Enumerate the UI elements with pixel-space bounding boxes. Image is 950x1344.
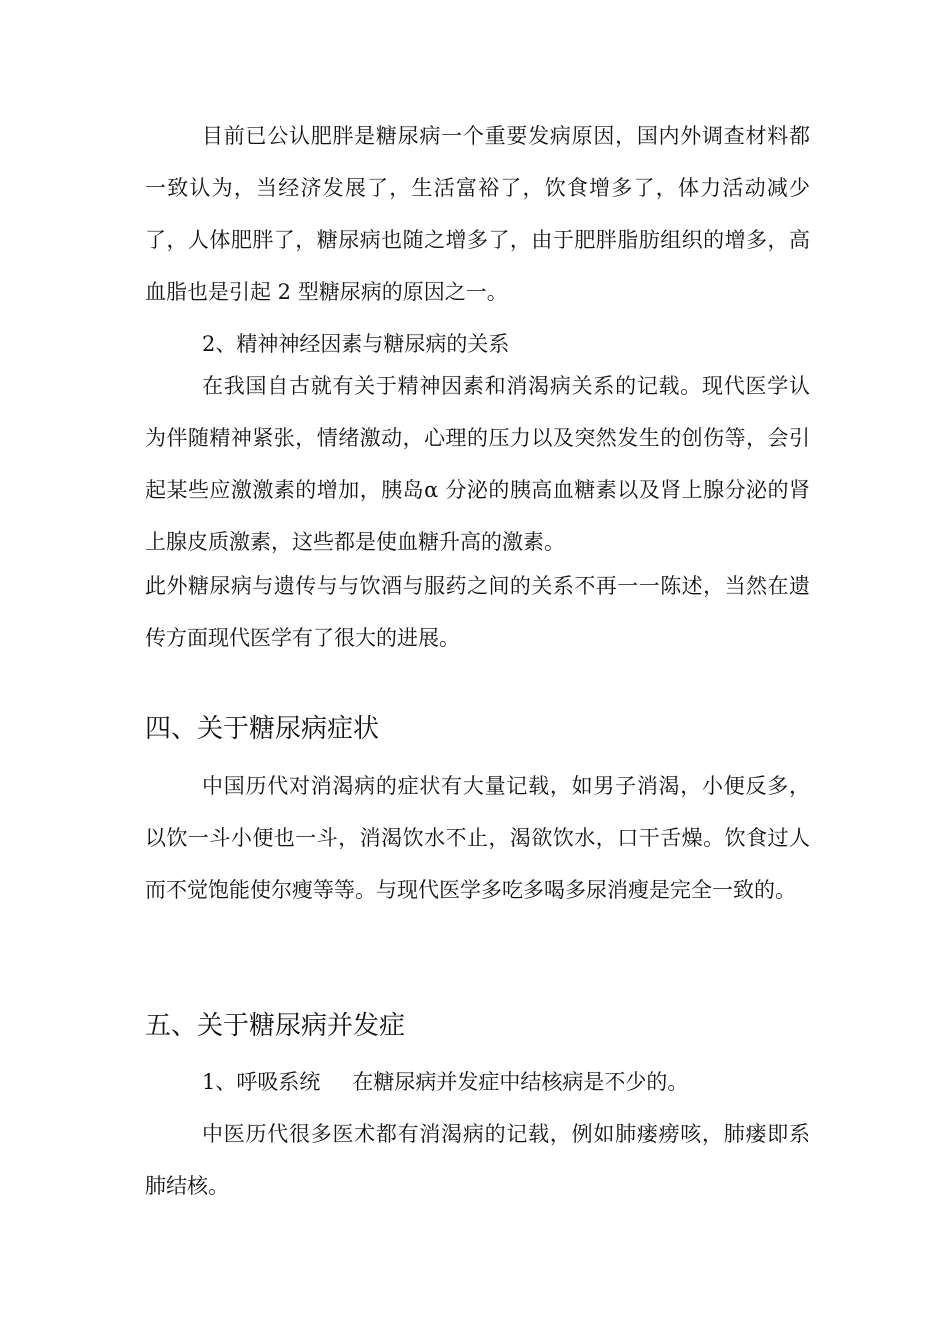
paragraph-symptoms: 中国历代对消渴病的症状有大量记载，如男子消渴，小便反多，以饮一斗小便也一斗，消渴饮水不止，渴欲饮水，口干舌燥。饮食过人而不觉饱能使尔瘦等等。与现代医学多吃多喝多尿消瘦是完全一致的。 (145, 774, 810, 902)
section-heading-complications: 五、关于糖尿病并发症 (145, 1011, 406, 1041)
respiratory-text: 在糖尿病并发症中结核病是不少的。 (352, 1070, 689, 1094)
paragraph-obesity: 目前已公认肥胖是糖尿病一个重要发病原因，国内外调查材料都一致认为，当经济发展了，生活富裕了，饮食增多了，体力活动减少了，人体肥胖了，糖尿病也随之增多了，由于肥胖脂肪组织的增多，高血脂也是引起 2 型糖尿病的原因之一。 (145, 124, 810, 304)
paragraph-genetics: 此外糖尿病与遗传与与饮酒与服药之间的关系不再一一陈述，当然在遗传方面现代医学有了很大的进展。 (145, 574, 810, 650)
paragraph-tuberculosis: 中医历代很多医术都有消渴病的记载，例如肺瘘痨咳，肺瘘即系肺结核。 (145, 1122, 810, 1198)
respiratory-label: 1、呼吸系统 (202, 1070, 321, 1094)
section-heading-symptoms: 四、关于糖尿病症状 (145, 714, 380, 744)
paragraph-mental-factors: 在我国自古就有关于精神因素和消渴病关系的记载。现代医学认为伴随精神紧张，情绪激动，心理的压力以及突然发生的创伤等，会引起某些应激激素的增加，胰岛α 分泌的胰高血糖素以及肾上腺分泌的肾上腺皮质激素，这些都是使血糖升高的激素。 (145, 374, 810, 554)
paragraph-respiratory (145, 1056, 810, 1108)
subheading-mental-factors: 2、精神神经因素与糖尿病的关系 (202, 332, 510, 356)
